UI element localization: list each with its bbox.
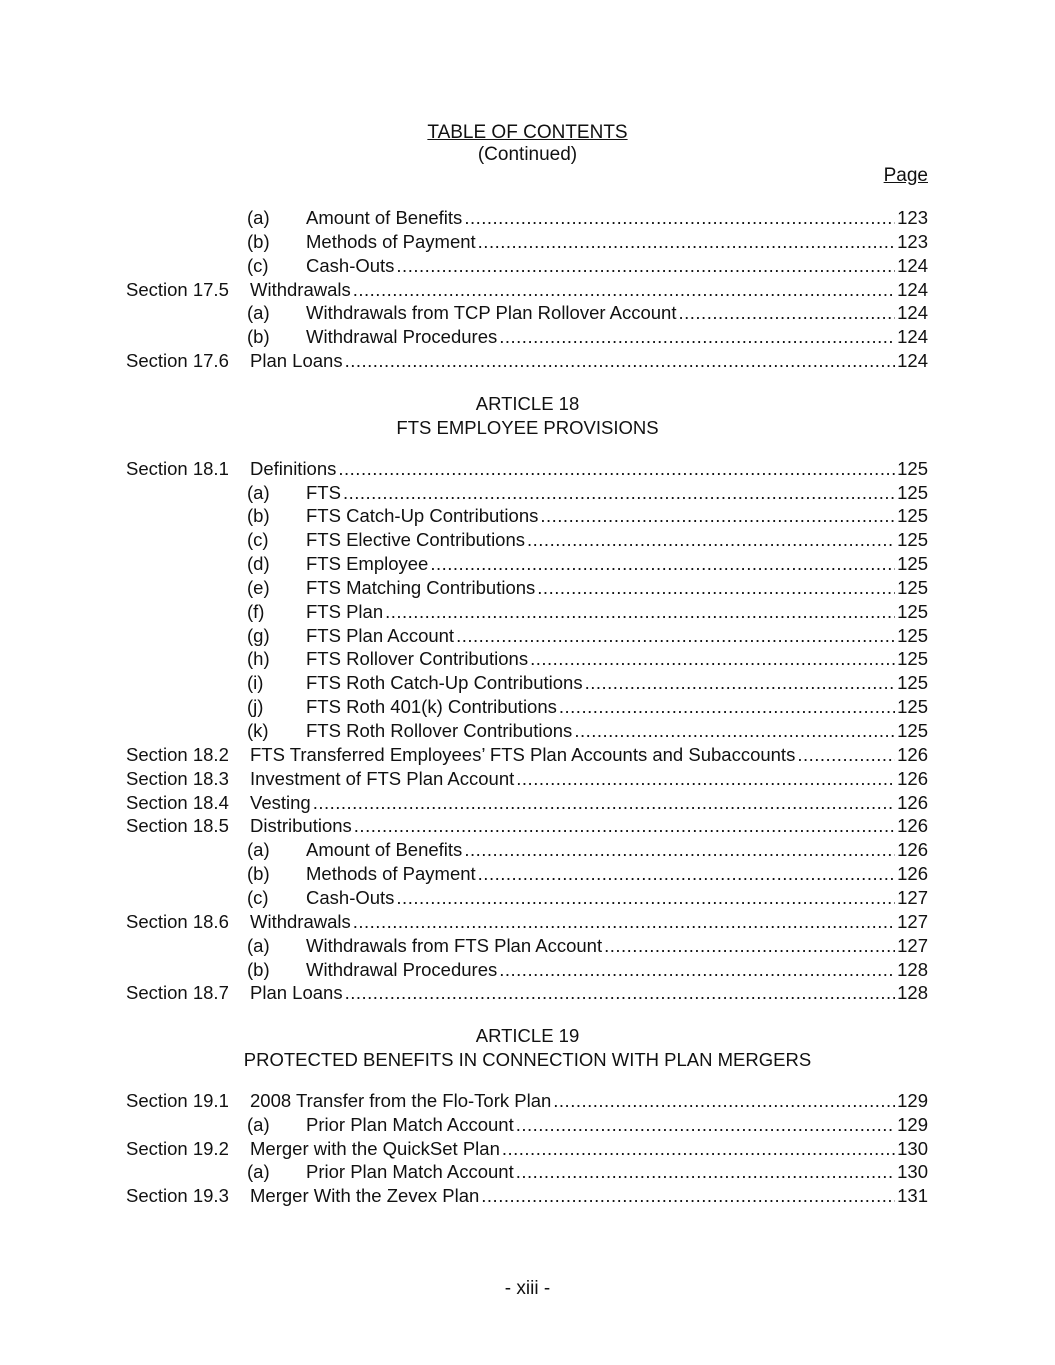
- toc-section-entry: [126, 910, 928, 934]
- dot-leader: [527, 528, 895, 552]
- toc-subsection-entry: [126, 695, 928, 719]
- subsection-letter: (a): [247, 839, 270, 861]
- toc-subsection-entry: [126, 325, 928, 349]
- section-number: Section 19.1: [126, 1089, 229, 1111]
- entry-title: FTS Roth Rollover Contributions: [306, 720, 573, 741]
- page-column-label: Page: [883, 165, 928, 186]
- toc-subsection-entry: [126, 838, 928, 862]
- subsection-letter: (j): [247, 696, 264, 718]
- toc-subsection-entry: [126, 647, 928, 671]
- dot-leader: [574, 719, 895, 743]
- entry-body: [306, 671, 928, 695]
- entry-title: Amount of Benefits: [306, 839, 463, 861]
- subsection-letter: (a): [247, 481, 270, 503]
- entry-page-number: 130: [897, 1161, 928, 1183]
- entry-page-number: 125: [897, 505, 928, 527]
- toc-subsection-entry: [126, 958, 928, 982]
- subsection-letter: (f): [247, 600, 265, 622]
- entry-title: Withdrawal Procedures: [306, 326, 498, 348]
- entry-body: [306, 600, 928, 624]
- entry-page-number: 124: [897, 278, 928, 300]
- toc-subsection-entry: [126, 886, 928, 910]
- dot-leader: [516, 1113, 895, 1137]
- entry-page-number: 125: [897, 720, 928, 741]
- subsection-letter: (a): [247, 1161, 270, 1183]
- toc-subsection-entry: [126, 624, 928, 648]
- entry-page-number: 123: [897, 207, 928, 228]
- entry-page-number: 126: [897, 791, 928, 813]
- entry-page-number: 125: [897, 624, 928, 646]
- toc-subsection-entry: [126, 301, 928, 325]
- dot-leader: [464, 838, 895, 862]
- entry-body: [306, 504, 928, 528]
- entry-body: [250, 278, 928, 302]
- subsection-letter: (h): [247, 648, 270, 670]
- toc-section-entry: [126, 457, 928, 481]
- entry-page-number: 124: [897, 302, 928, 324]
- entry-title: Merger with the QuickSet Plan: [250, 1137, 500, 1159]
- article-title: PROTECTED BENEFITS IN CONNECTION WITH PLAN MERGERS: [243, 1049, 812, 1071]
- subsection-letter: (b): [247, 505, 270, 527]
- subsection-letter: (a): [247, 1113, 270, 1135]
- entry-title: FTS Plan Account: [306, 624, 455, 646]
- entry-title: FTS: [306, 481, 341, 503]
- dot-leader: [464, 206, 895, 230]
- dot-leader: [540, 504, 895, 528]
- section-number: Section 18.1: [126, 457, 229, 479]
- entry-page-number: 127: [897, 934, 928, 956]
- dot-leader: [553, 1089, 895, 1113]
- toc-section-entry: [126, 767, 928, 791]
- subsection-letter: (g): [247, 624, 270, 646]
- section-number: Section 18.5: [126, 815, 229, 837]
- entry-title: Merger With the Zevex Plan: [250, 1185, 480, 1207]
- dot-leader: [537, 576, 895, 600]
- entry-body: [250, 1089, 928, 1113]
- section-number: Section 17.5: [126, 278, 229, 300]
- entry-page-number: 126: [897, 863, 928, 885]
- entry-title: FTS Catch-Up Contributions: [306, 505, 539, 527]
- entry-title: Withdrawal Procedures: [306, 958, 498, 980]
- dot-leader: [456, 624, 895, 648]
- entry-page-number: 126: [897, 743, 928, 765]
- section-number: Section 18.3: [126, 767, 229, 789]
- entry-page-number: 126: [897, 815, 928, 837]
- subsection-letter: (c): [247, 886, 269, 908]
- entry-body: [250, 910, 928, 934]
- dot-leader: [385, 600, 895, 624]
- entry-title: Investment of FTS Plan Account: [250, 767, 515, 789]
- section-number: Section 19.2: [126, 1137, 229, 1159]
- entry-body: [250, 1137, 928, 1161]
- entry-page-number: 125: [897, 600, 928, 622]
- entry-page-number: 123: [897, 230, 928, 252]
- subsection-letter: (a): [247, 302, 270, 324]
- entry-page-number: 125: [897, 648, 928, 670]
- entry-body: [250, 767, 928, 791]
- entry-page-number: 124: [897, 350, 928, 372]
- toc-subsection-entry: [126, 934, 928, 958]
- subsection-letter: (k): [247, 720, 269, 741]
- toc-section-entry: [126, 1089, 928, 1113]
- subsection-letter: (i): [247, 672, 264, 694]
- toc-subsection-entry: [126, 576, 928, 600]
- entry-body: [306, 958, 928, 982]
- entry-title: Plan Loans: [250, 982, 343, 1004]
- toc-section-entry: [126, 1137, 928, 1161]
- article-title: FTS EMPLOYEE PROVISIONS: [396, 416, 659, 438]
- dot-leader: [585, 671, 896, 695]
- subsection-letter: (a): [247, 934, 270, 956]
- dot-leader: [530, 647, 895, 671]
- entry-page-number: 127: [897, 886, 928, 908]
- dot-leader: [502, 1137, 895, 1161]
- entry-body: [250, 981, 928, 1005]
- entry-body: [250, 814, 928, 838]
- entry-page-number: 124: [897, 254, 928, 276]
- entry-title: Distributions: [250, 815, 352, 837]
- entry-body: [250, 1184, 928, 1208]
- entry-body: [306, 552, 928, 576]
- entry-title: FTS Plan: [306, 600, 384, 622]
- section-number: Section 18.6: [126, 910, 229, 932]
- entry-page-number: 126: [897, 767, 928, 789]
- toc-subsection-entry: [126, 230, 928, 254]
- entry-page-number: 125: [897, 553, 928, 575]
- entry-page-number: 125: [897, 529, 928, 551]
- entry-page-number: 125: [897, 481, 928, 503]
- entry-title: FTS Rollover Contributions: [306, 648, 529, 670]
- dot-leader: [353, 278, 895, 302]
- dot-leader: [481, 1184, 895, 1208]
- entry-title: Methods of Payment: [306, 230, 476, 252]
- entry-body: [306, 481, 928, 505]
- entry-title: FTS Roth 401(k) Contributions: [306, 696, 557, 718]
- entry-body: [306, 301, 928, 325]
- toc-section-entry: [126, 814, 928, 838]
- subsection-letter: (b): [247, 863, 270, 885]
- entry-body: [306, 1113, 928, 1137]
- toc-subsection-entry: [126, 671, 928, 695]
- toc-subsection-entry: [126, 1113, 928, 1137]
- dot-leader: [396, 886, 895, 910]
- entry-body: [306, 1160, 928, 1184]
- entry-title: Definitions: [250, 457, 337, 479]
- dot-leader: [478, 862, 895, 886]
- dot-leader: [430, 552, 895, 576]
- subsection-letter: (e): [247, 576, 270, 598]
- dot-leader: [499, 958, 895, 982]
- entry-body: [306, 934, 928, 958]
- toc-subsection-entry: [126, 254, 928, 278]
- entry-title: FTS Matching Contributions: [306, 576, 536, 598]
- dot-leader: [478, 230, 895, 254]
- entry-page-number: 128: [897, 982, 928, 1004]
- entry-body: [250, 791, 928, 815]
- dot-leader: [516, 1160, 895, 1184]
- dot-leader: [354, 814, 895, 838]
- entry-page-number: 125: [897, 672, 928, 694]
- toc-section-entry: [126, 349, 928, 373]
- entry-body: [306, 624, 928, 648]
- entry-body: [306, 230, 928, 254]
- section-number: Section 18.2: [126, 743, 229, 765]
- dot-leader: [345, 349, 896, 373]
- entry-body: [306, 325, 928, 349]
- toc-subsection-entry: [126, 600, 928, 624]
- dot-leader: [499, 325, 895, 349]
- subsection-letter: (b): [247, 230, 270, 252]
- toc-subsection-entry: [126, 552, 928, 576]
- entry-page-number: 126: [897, 839, 928, 861]
- subsection-letter: (d): [247, 553, 270, 575]
- entry-body: [306, 647, 928, 671]
- toc-section-entry: [126, 981, 928, 1005]
- dot-leader: [604, 934, 895, 958]
- entry-page-number: 127: [897, 910, 928, 932]
- dot-leader: [797, 743, 895, 767]
- entry-title: Withdrawals: [250, 910, 351, 932]
- dot-leader: [338, 457, 895, 481]
- dot-leader: [679, 301, 896, 325]
- entry-page-number: 131: [897, 1185, 928, 1207]
- dot-leader: [345, 981, 896, 1005]
- toc-section-entry: [126, 1184, 928, 1208]
- entry-title: FTS Employee: [306, 553, 429, 575]
- entry-body: [306, 206, 928, 230]
- entry-page-number: 125: [897, 457, 928, 479]
- toc-subsection-entry: [126, 528, 928, 552]
- dot-leader: [396, 254, 895, 278]
- entry-body: [306, 719, 928, 743]
- entry-title: Prior Plan Match Account: [306, 1161, 514, 1183]
- subsection-letter: (c): [247, 254, 269, 276]
- entry-page-number: 129: [897, 1113, 928, 1135]
- dot-leader: [516, 767, 895, 791]
- entry-title: Amount of Benefits: [306, 207, 463, 228]
- toc-subsection-entry: [126, 504, 928, 528]
- entry-title: Prior Plan Match Account: [306, 1113, 514, 1135]
- entry-page-number: 125: [897, 696, 928, 718]
- toc-subsection-entry: [126, 719, 928, 743]
- entry-title: FTS Elective Contributions: [306, 529, 526, 551]
- entry-page-number: 130: [897, 1137, 928, 1159]
- entry-title: Cash-Outs: [306, 254, 395, 276]
- dot-leader: [343, 481, 895, 505]
- entry-title: Withdrawals: [250, 278, 351, 300]
- entry-title: Methods of Payment: [306, 863, 476, 885]
- section-number: Section 19.3: [126, 1185, 229, 1207]
- dot-leader: [313, 791, 895, 815]
- toc-title: TABLE OF CONTENTS: [427, 122, 628, 143]
- entry-body: [306, 254, 928, 278]
- entry-body: [306, 862, 928, 886]
- section-number: Section 18.4: [126, 791, 229, 813]
- entry-page-number: 129: [897, 1089, 928, 1111]
- entry-page-number: 125: [897, 576, 928, 598]
- subsection-letter: (c): [247, 529, 269, 551]
- entry-body: [306, 528, 928, 552]
- entry-title: Withdrawals from FTS Plan Account: [306, 934, 603, 956]
- footer-page-number: - xiii -: [504, 1278, 551, 1299]
- toc-section-entry: [126, 743, 928, 767]
- entry-body: [306, 886, 928, 910]
- entry-body: [250, 457, 928, 481]
- toc-subsection-entry: [126, 481, 928, 505]
- entry-title: Plan Loans: [250, 350, 343, 372]
- entry-title: FTS Roth Catch-Up Contributions: [306, 672, 583, 694]
- toc-section-entry: [126, 278, 928, 302]
- entry-body: [306, 576, 928, 600]
- entry-title: FTS Transferred Employees’ FTS Plan Accounts and Subaccounts: [250, 743, 796, 765]
- section-number: Section 18.7: [126, 982, 229, 1004]
- article-heading: ARTICLE 18: [475, 392, 580, 414]
- entry-title: Cash-Outs: [306, 886, 395, 908]
- entry-page-number: 128: [897, 958, 928, 980]
- entry-body: [306, 695, 928, 719]
- entry-page-number: 124: [897, 326, 928, 348]
- entry-body: [250, 743, 928, 767]
- toc-subsection-entry: [126, 206, 928, 230]
- article-heading: ARTICLE 19: [475, 1025, 580, 1047]
- toc-subtitle: (Continued): [477, 144, 578, 165]
- subsection-letter: (b): [247, 326, 270, 348]
- dot-leader: [353, 910, 895, 934]
- section-number: Section 17.6: [126, 350, 229, 372]
- entry-title: 2008 Transfer from the Flo-Tork Plan: [250, 1089, 552, 1111]
- subsection-letter: (b): [247, 958, 270, 980]
- toc-section-entry: [126, 791, 928, 815]
- subsection-letter: (a): [247, 207, 270, 228]
- dot-leader: [559, 695, 895, 719]
- entry-body: [306, 838, 928, 862]
- entry-title: Withdrawals from TCP Plan Rollover Account: [306, 302, 677, 324]
- toc-subsection-entry: [126, 862, 928, 886]
- entry-body: [250, 349, 928, 373]
- toc-subsection-entry: [126, 1160, 928, 1184]
- entry-title: Vesting: [250, 791, 311, 813]
